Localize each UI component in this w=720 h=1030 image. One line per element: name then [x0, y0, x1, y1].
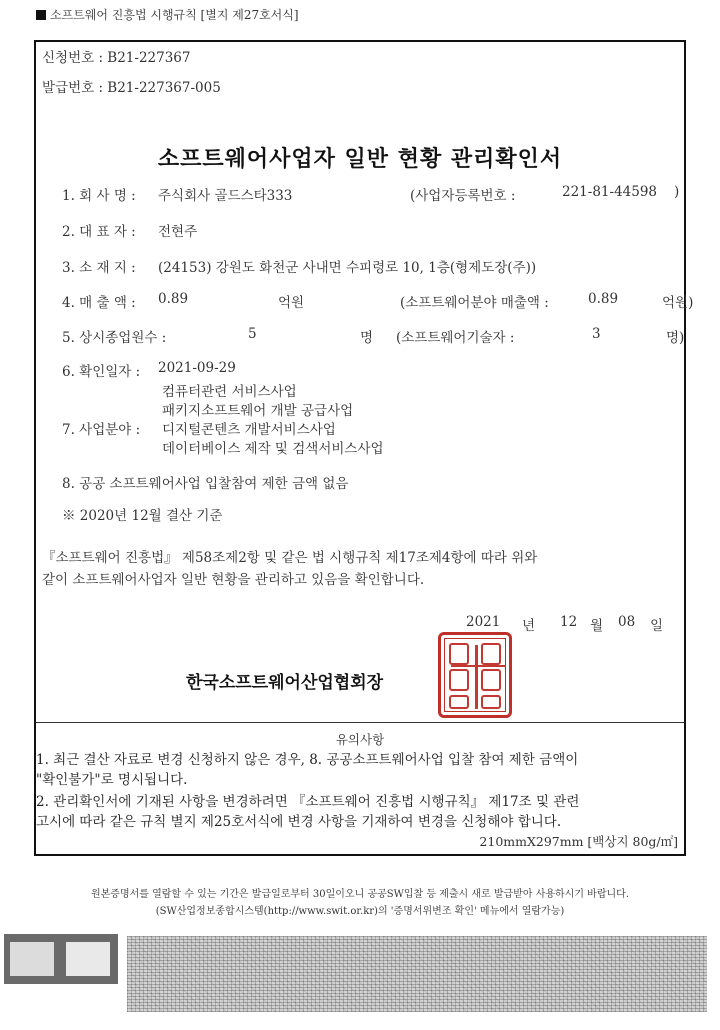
- sw-sales-value: 0.89: [588, 291, 619, 307]
- business-area-item: 패키지소프트웨어 개발 공급사업: [162, 403, 354, 419]
- bizno-close: ): [674, 184, 680, 200]
- issuer-name: 한국소프트웨어산업협회장: [186, 673, 384, 693]
- sales-unit: 억원: [278, 295, 305, 311]
- date-month-unit: 월: [590, 618, 604, 634]
- notice-item-2-line-2: 고시에 따라 같은 규칙 별지 제25호서식에 변경 사항을 기재하여 변경을 신청해야 합니다.: [36, 814, 562, 830]
- date-month: 12: [560, 614, 578, 630]
- date-year: 2021: [466, 614, 501, 630]
- business-area-label: 7. 사업분야 :: [62, 422, 141, 438]
- bizno-value: 221-81-44598: [562, 184, 658, 200]
- staff-label: 5. 상시종업원수 :: [62, 330, 167, 346]
- date-year-unit: 년: [522, 618, 536, 634]
- footer-line-2: (SW산업정보종합시스템(http://www.swit.or.kr)의 '증명서위변조 확인' 메뉴에서 열람가능): [155, 906, 565, 917]
- ceo-label: 2. 대 표 자 :: [62, 224, 136, 240]
- form-header-text: 소프트웨어 진흥법 시행규칙 [별지 제27호서식]: [50, 8, 299, 22]
- company-value: 주식회사 골드스타333: [158, 188, 293, 204]
- notice-title: 유의사항: [335, 732, 385, 747]
- sw-tech-label: (소프트웨어기술자 :: [396, 330, 515, 346]
- company-label: 1. 회 사 명 :: [62, 188, 136, 204]
- official-seal-stamp-icon: [438, 632, 512, 718]
- sw-tech-value: 3: [592, 326, 601, 342]
- issue-number: 발급번호 : B21-227367-005: [42, 80, 221, 96]
- business-area-item: 디지털콘텐츠 개발서비스사업: [162, 422, 336, 438]
- notice-divider: [36, 722, 684, 723]
- staff-value: 5: [248, 326, 257, 342]
- document-title: 소프트웨어사업자 일반 현황 관리확인서: [157, 146, 563, 172]
- sales-value: 0.89: [158, 291, 189, 307]
- notice-item-2-line-1: 2. 관리확인서에 기재된 사항을 변경하려면 『소프트웨어 진흥법 시행규칙』 제17조 및 관련: [36, 794, 580, 810]
- bizno-label: (사업자등록번호 :: [410, 188, 516, 204]
- security-pattern-strip: [127, 936, 707, 1012]
- business-area-item: 데이터베이스 제작 및 검색서비스사업: [162, 441, 384, 457]
- notice-item-1-line-1: 1. 최근 결산 자료로 변경 신청하지 않은 경우, 8. 공공소프트웨어사업 입찰 참여 제한 금액이: [36, 752, 579, 768]
- application-number: 신청번호 : B21-227367: [42, 50, 191, 66]
- sw-tech-unit: 명): [666, 330, 685, 346]
- form-header-label: [36, 6, 299, 23]
- business-area-item: 컴퓨터관련 서비스사업: [162, 384, 297, 400]
- date-day-unit: 일: [650, 618, 664, 634]
- sw-sales-label: (소프트웨어분야 매출액 :: [400, 295, 549, 311]
- confirm-date-value: 2021-09-29: [158, 360, 236, 376]
- sales-label: 4. 매 출 액 :: [62, 295, 136, 311]
- statement-line-1: 『소프트웨어 진흥법』 제58조제2항 및 같은 법 시행규칙 제17조제4항에 따라 위와: [42, 550, 538, 566]
- footer-note: [0, 886, 720, 920]
- sw-sales-unit: 억원): [662, 295, 694, 311]
- certificate-frame: [34, 40, 694, 856]
- original-copy-mark-icon: [4, 934, 118, 984]
- notice-item-1-line-2: "확인불가"로 명시됩니다.: [36, 772, 188, 788]
- paper-spec: 210mmX297mm [백상지 80g/㎡]: [479, 834, 678, 849]
- staff-unit: 명: [360, 330, 374, 346]
- confirm-date-label: 6. 확인일자 :: [62, 364, 141, 380]
- settlement-basis: ※ 2020년 12월 결산 기준: [62, 508, 223, 524]
- ceo-value: 전현주: [158, 224, 198, 240]
- address-label: 3. 소 재 지 :: [62, 260, 136, 276]
- address-value: (24153) 강원도 화천군 사내면 수피령로 10, 1층(형제도장(주)): [158, 260, 537, 276]
- footer-line-1: 원본증명서를 열람할 수 있는 기간은 발급일로부터 30일이오니 공공SW입찰 등 제출시 새로 발급받아 사용하시기 바랍니다.: [90, 889, 630, 900]
- date-day: 08: [618, 614, 636, 630]
- field-bid-limit: 8. 공공 소프트웨어사업 입찰참여 제한 금액 없음: [62, 476, 349, 492]
- square-bullet-icon: [36, 10, 46, 20]
- statement-line-2: 같이 소프트웨어사업자 일반 현황을 관리하고 있음을 확인합니다.: [42, 572, 425, 588]
